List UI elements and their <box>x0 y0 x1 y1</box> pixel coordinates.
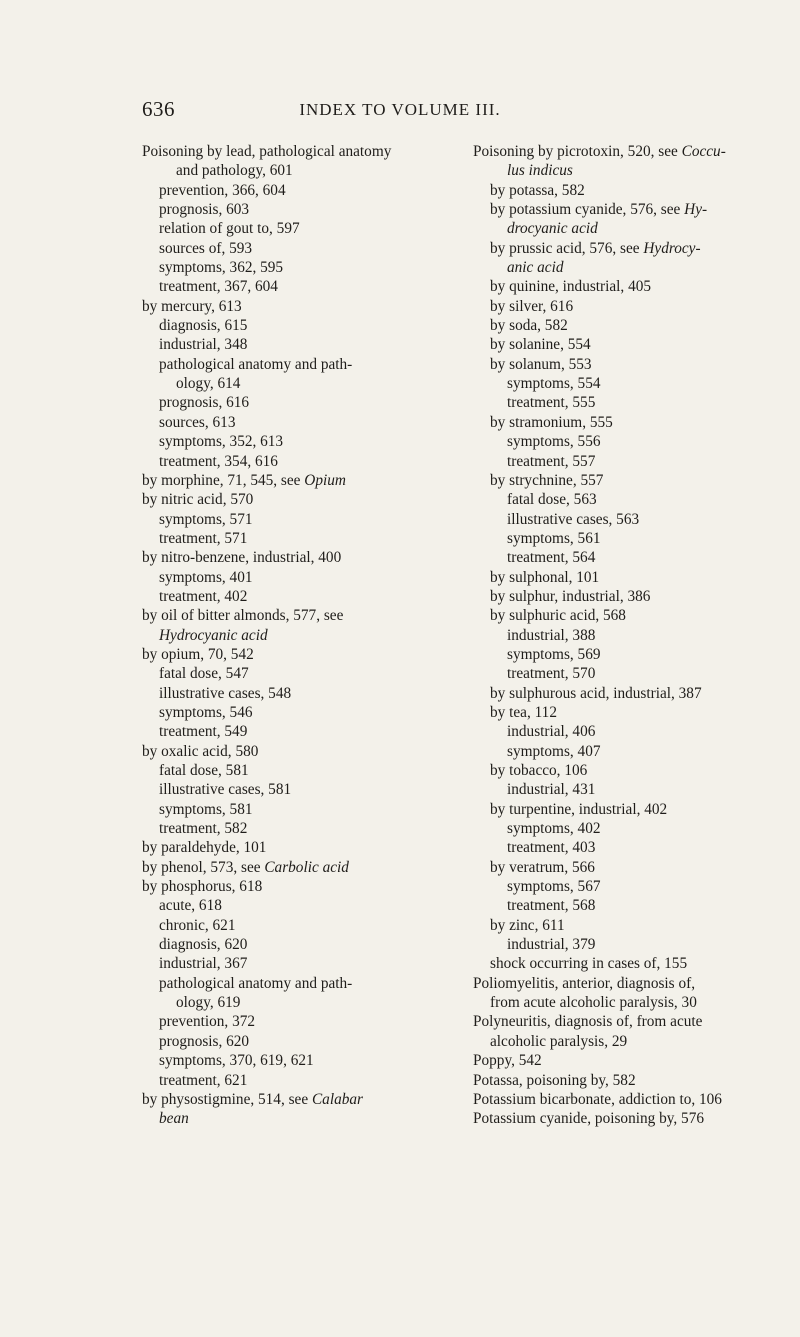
index-entry-text: Polyneuritis, diagnosis of, from acute <box>473 1013 703 1031</box>
index-entry <box>473 142 798 161</box>
index-entry <box>142 974 467 993</box>
index-entry <box>473 510 798 529</box>
index-entry <box>142 722 467 741</box>
index-entry <box>142 355 467 374</box>
index-entry-text: by sulphurous acid, industrial, 387 <box>490 684 702 702</box>
index-entry <box>473 1090 798 1109</box>
index-entry <box>473 548 798 567</box>
index-entry <box>142 838 467 857</box>
index-entry-cross-reference: Hydrocyanic acid <box>159 626 268 644</box>
index-entry-text: symptoms, 362, 595 <box>159 259 284 277</box>
index-entry <box>142 993 467 1012</box>
index-entry-text: by zinc, 611 <box>490 916 565 934</box>
index-entry-text: by potassium cyanide, 576, see <box>490 201 685 219</box>
index-entry <box>473 858 798 877</box>
index-entry-text: by solanine, 554 <box>490 336 591 354</box>
index-entry <box>473 703 798 722</box>
index-entry-text: prevention, 366, 604 <box>159 181 286 199</box>
index-entry-text: by phosphorus, 618 <box>142 878 263 896</box>
index-entry <box>473 219 798 238</box>
index-entry-text: symptoms, 581 <box>159 800 253 818</box>
index-entry-text: treatment, 549 <box>159 723 248 741</box>
index-entry-text: diagnosis, 615 <box>159 317 248 335</box>
index-entry-text: fatal dose, 547 <box>159 665 249 683</box>
index-entry <box>473 935 798 954</box>
index-entry <box>473 432 798 451</box>
index-entry <box>473 413 798 432</box>
index-entry <box>142 606 467 625</box>
index-entry-text: by sulphur, industrial, 386 <box>490 587 651 605</box>
index-entry-text: treatment, 571 <box>159 529 248 547</box>
index-entry <box>473 974 798 993</box>
index-entry-text: by tea, 112 <box>490 703 557 721</box>
index-entry <box>473 529 798 548</box>
index-entry-text: by nitro-benzene, industrial, 400 <box>142 549 342 567</box>
index-entry <box>142 684 467 703</box>
index-entry-text: industrial, 388 <box>507 626 596 644</box>
index-entry-text: by quinine, industrial, 405 <box>490 278 652 296</box>
index-entry <box>473 1012 798 1031</box>
index-entry-text: fatal dose, 581 <box>159 762 249 779</box>
index-entry-text: symptoms, 401 <box>159 568 253 586</box>
index-entry-text: by silver, 616 <box>490 297 574 315</box>
index-entry-text: industrial, 431 <box>507 781 596 799</box>
index-entry-text: treatment, 564 <box>507 549 596 567</box>
index-entry-text: treatment, 555 <box>507 394 596 412</box>
index-entry <box>473 761 798 780</box>
index-entry-text: by opium, 70, 542 <box>142 645 254 663</box>
index-entry-text: by turpentine, industrial, 402 <box>490 800 668 818</box>
index-entry-cross-reference: Coccu- <box>681 143 726 160</box>
index-entry-text: by solanum, 553 <box>490 355 592 373</box>
index-entry-text: illustrative cases, 563 <box>507 510 640 528</box>
index-entry <box>473 780 798 799</box>
index-entry-text: industrial, 379 <box>507 936 596 954</box>
index-entry <box>473 1032 798 1051</box>
index-entry-text: sources of, 593 <box>159 239 253 257</box>
index-entry <box>473 1051 798 1070</box>
index-entry-text: fatal dose, 563 <box>507 491 597 509</box>
index-entry <box>473 819 798 838</box>
index-entry-cross-reference: anic acid <box>507 259 564 277</box>
index-entry <box>142 142 467 161</box>
index-entry-text: by veratrum, 566 <box>490 858 595 876</box>
index-entry <box>142 471 467 490</box>
index-entry-text: treatment, 582 <box>159 820 248 838</box>
index-entry-text: by oil of bitter almonds, 577, see <box>142 607 344 625</box>
index-entry-text: symptoms, 571 <box>159 510 253 528</box>
index-entry <box>142 297 467 316</box>
index-entry <box>473 954 798 973</box>
index-entry <box>473 161 798 180</box>
index-entry <box>142 335 467 354</box>
index-entry <box>473 877 798 896</box>
index-entry <box>142 393 467 412</box>
index-entry-text: illustrative cases, 548 <box>159 684 292 702</box>
index-entry-text: symptoms, 546 <box>159 703 253 721</box>
index-entry <box>473 200 798 219</box>
index-entry-text: prognosis, 620 <box>159 1032 250 1050</box>
index-entry-cross-reference: Opium <box>304 471 346 489</box>
index-entry <box>142 239 467 258</box>
index-entry-text: from acute alcoholic paralysis, 30 <box>490 994 697 1012</box>
index-entry <box>473 297 798 316</box>
index-entry <box>142 858 467 877</box>
index-entry-text: treatment, 402 <box>159 587 248 605</box>
index-entry <box>142 374 467 393</box>
index-entry-text: prognosis, 616 <box>159 394 250 412</box>
index-entry-text: pathological anatomy and path- <box>159 355 353 373</box>
index-entry <box>142 780 467 799</box>
index-entry <box>142 510 467 529</box>
index-entry <box>142 529 467 548</box>
index-entry-text: diagnosis, 620 <box>159 936 248 954</box>
index-entry-text: shock occurring in cases of, 155 <box>490 955 688 973</box>
index-entry <box>473 645 798 664</box>
index-entry-text: Poliomyelitis, anterior, diagnosis of, <box>473 974 696 992</box>
running-head: INDEX TO VOLUME III. <box>299 100 501 119</box>
index-entry <box>473 664 798 683</box>
index-entry <box>142 316 467 335</box>
index-entry-text: by physostigmine, 514, see <box>142 1090 312 1108</box>
index-entry-cross-reference: Hy- <box>684 201 708 219</box>
index-entry-text: by soda, 582 <box>490 317 568 335</box>
index-entry-text: ology, 619 <box>176 994 241 1012</box>
index-entry <box>142 742 467 761</box>
index-entry <box>473 452 798 471</box>
index-entry-text: illustrative cases, 581 <box>159 781 292 799</box>
index-entry-cross-reference: Carbolic acid <box>264 858 349 876</box>
index-entry-text: treatment, 354, 616 <box>159 452 278 470</box>
index-entry <box>473 258 798 277</box>
index-entry-text: symptoms, 352, 613 <box>159 433 284 451</box>
index-entry-text: by mercury, 613 <box>142 297 242 315</box>
index-entry-text: by tobacco, 106 <box>490 762 588 779</box>
index-entry <box>473 742 798 761</box>
index-entry-text: prevention, 372 <box>159 1013 256 1031</box>
index-entry <box>142 703 467 722</box>
index-entry <box>142 219 467 238</box>
index-entry-text: alcoholic paralysis, 29 <box>490 1032 628 1050</box>
index-entry-text: acute, 618 <box>159 897 222 915</box>
index-entry-text: Poppy, 542 <box>473 1052 542 1070</box>
index-entry <box>142 548 467 567</box>
index-entry <box>473 568 798 587</box>
index-entry <box>473 684 798 703</box>
index-entry <box>142 490 467 509</box>
index-entry <box>473 722 798 741</box>
index-entry <box>473 355 798 374</box>
index-entry-text: industrial, 367 <box>159 955 248 973</box>
index-entry <box>142 800 467 819</box>
index-entry <box>142 452 467 471</box>
index-entry-text: symptoms, 556 <box>507 433 601 451</box>
index-entry-text: Potassa, poisoning by, 582 <box>473 1071 636 1089</box>
index-entry <box>473 916 798 935</box>
index-entry <box>473 181 798 200</box>
index-entry-text: prognosis, 603 <box>159 201 250 219</box>
index-entry <box>142 1051 467 1070</box>
index-entry-text: by stramonium, 555 <box>490 413 613 431</box>
index-entry <box>473 896 798 915</box>
index-entry <box>473 471 798 490</box>
index-entry-cross-reference: Calabar <box>311 1090 363 1108</box>
index-entry <box>142 954 467 973</box>
index-entry-cross-reference: bean <box>159 1110 189 1128</box>
index-entry-text: and pathology, 601 <box>176 162 293 180</box>
index-entry-cross-reference: drocyanic acid <box>507 220 598 238</box>
index-entry-text: Poisoning by lead, pathological anatomy <box>142 143 392 160</box>
index-entry <box>473 277 798 296</box>
index-entry-text: industrial, 406 <box>507 723 596 741</box>
index-entry <box>473 1109 798 1128</box>
index-entry-text: by strychnine, 557 <box>490 471 604 489</box>
index-entry <box>473 490 798 509</box>
index-entry-text: Potassium cyanide, poisoning by, 576 <box>473 1110 704 1128</box>
index-entry-text: industrial, 348 <box>159 336 248 354</box>
index-entry-text: symptoms, 370, 619, 621 <box>159 1052 314 1070</box>
index-entry-text: treatment, 621 <box>159 1071 248 1089</box>
index-entry <box>142 200 467 219</box>
index-entry <box>142 432 467 451</box>
index-entry <box>473 393 798 412</box>
index-entry <box>473 587 798 606</box>
index-entry <box>142 568 467 587</box>
index-entry <box>142 413 467 432</box>
index-entry-text: by phenol, 573, see <box>142 858 265 876</box>
index-entry <box>473 838 798 857</box>
index-entry-text: treatment, 403 <box>507 839 596 857</box>
index-entry <box>142 896 467 915</box>
index-entry-text: Potassium bicarbonate, addiction to, 106 <box>473 1090 722 1108</box>
index-entry-text: Poisoning by picrotoxin, 520, see <box>473 143 682 160</box>
index-entry-text: by sulphonal, 101 <box>490 568 600 586</box>
index-entry <box>473 316 798 335</box>
index-entry <box>142 1109 467 1128</box>
index-entry <box>142 181 467 200</box>
index-entry <box>473 993 798 1012</box>
index-entry <box>473 335 798 354</box>
index-entry-text: ology, 614 <box>176 375 241 393</box>
index-entry <box>473 800 798 819</box>
index-entry-text: by nitric acid, 570 <box>142 491 254 509</box>
index-entry <box>142 664 467 683</box>
index-entry <box>473 606 798 625</box>
index-entry <box>142 761 467 780</box>
index-entry <box>142 587 467 606</box>
index-entry-text: sources, 613 <box>159 413 236 431</box>
index-entry-text: by potassa, 582 <box>490 181 585 199</box>
index-entry-text: symptoms, 561 <box>507 529 601 547</box>
index-entry <box>473 374 798 393</box>
index-entry-text: treatment, 568 <box>507 897 596 915</box>
index-entry <box>473 626 798 645</box>
index-column-left <box>142 142 467 1129</box>
index-entry-text: treatment, 367, 604 <box>159 278 278 296</box>
index-entry <box>473 239 798 258</box>
index-entry <box>142 645 467 664</box>
index-entry-text: by sulphuric acid, 568 <box>490 607 626 625</box>
index-entry-text: treatment, 570 <box>507 665 596 683</box>
index-entry-text: by oxalic acid, 580 <box>142 742 259 760</box>
index-entry-text: symptoms, 402 <box>507 820 601 838</box>
index-entry-text: treatment, 557 <box>507 452 596 470</box>
index-entry-text: by morphine, 71, 545, see <box>142 471 305 489</box>
index-column-right <box>473 142 798 1129</box>
index-entry-text: by paraldehyde, 101 <box>142 839 267 857</box>
index-entry-text: symptoms, 554 <box>507 375 601 393</box>
index-entry <box>142 626 467 645</box>
index-entry-text: relation of gout to, 597 <box>159 220 300 238</box>
index-entry-text: symptoms, 407 <box>507 742 601 760</box>
index-entry <box>142 258 467 277</box>
index-entry <box>142 277 467 296</box>
index-entry <box>142 1032 467 1051</box>
index-entry-cross-reference: Hydrocy- <box>643 239 701 257</box>
index-entry <box>142 1090 467 1109</box>
page-number: 636 <box>142 97 175 121</box>
index-entry-text: chronic, 621 <box>159 916 236 934</box>
index-entry <box>142 819 467 838</box>
index-entry <box>473 1071 798 1090</box>
index-entry-text: symptoms, 567 <box>507 878 601 896</box>
index-entry <box>142 161 467 180</box>
index-entry-text: symptoms, 569 <box>507 645 601 663</box>
index-entry <box>142 935 467 954</box>
index-entry <box>142 877 467 896</box>
index-entry-text: pathological anatomy and path- <box>159 974 353 992</box>
index-entry <box>142 1071 467 1090</box>
index-entry-cross-reference: lus indicus <box>507 162 573 180</box>
index-entry <box>142 1012 467 1031</box>
index-entry-text: by prussic acid, 576, see <box>490 239 644 257</box>
index-entry <box>142 916 467 935</box>
